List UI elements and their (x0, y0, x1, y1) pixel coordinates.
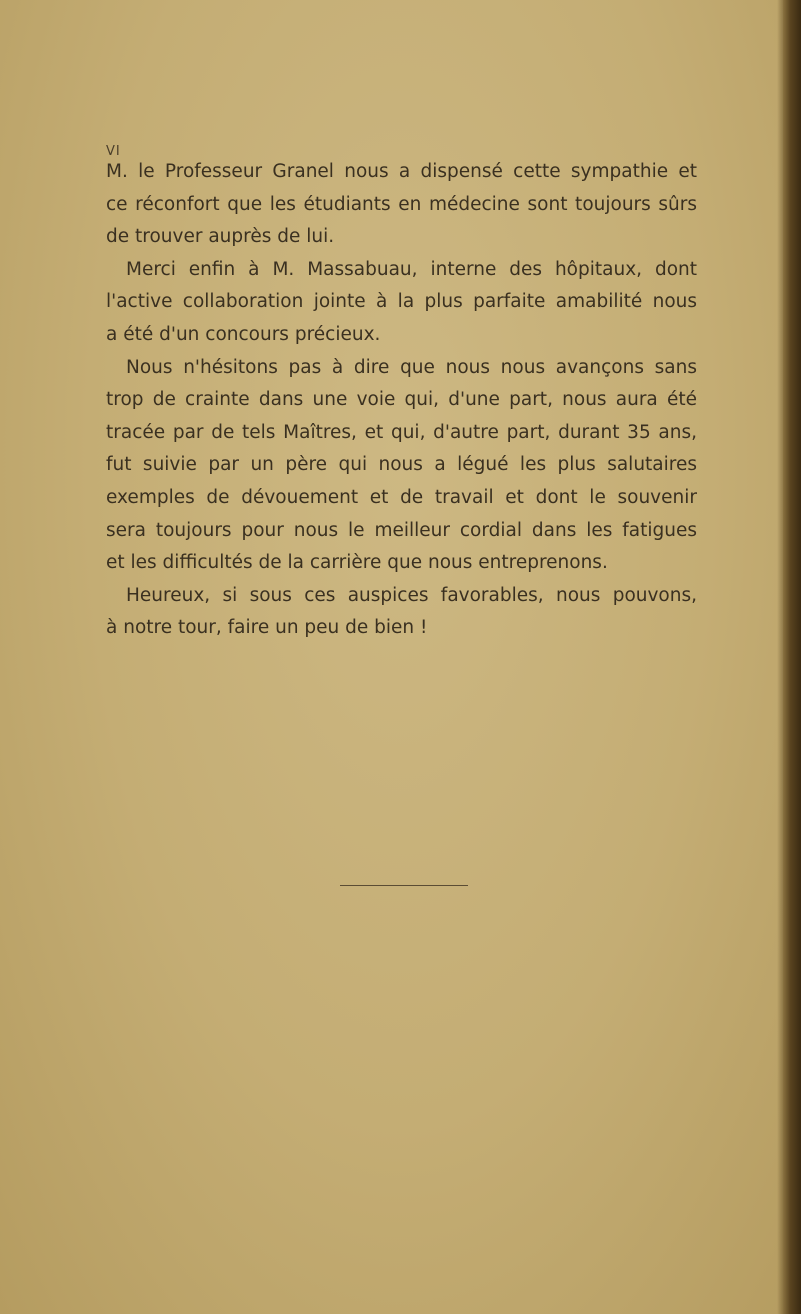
text-line: M. le Professeur Granel nous a dispensé cette sympathie et (106, 161, 697, 182)
text-line: tracée par de tels Maîtres, et qui, d'autre part, durant 35 ans, (106, 421, 697, 443)
text-line: ce réconfort que les étudiants en médecine sont toujours sûrs (106, 193, 697, 215)
text-line: à notre tour, faire un peu de bien ! (106, 617, 428, 639)
body-text (106, 156, 697, 645)
text-line: Heureux, si sous ces auspices favorables, nous pouvons, (126, 584, 697, 606)
text-line: sera toujours pour nous le meilleur cordial dans les fatigues (106, 519, 697, 541)
page-number: VI (106, 144, 121, 159)
text-line: Merci enfin à M. Massabuau, interne des hôpitaux, dont (126, 258, 697, 280)
text-line: Nous n'hésitons pas à dire que nous nous avançons sans (126, 356, 697, 378)
page-edge (783, 0, 801, 1314)
text-line: fut suivie par un père qui nous a légué les plus salutaires (106, 454, 697, 476)
text-line: de trouver auprès de lui. (106, 226, 335, 248)
text-line: et les difficultés de la carrière que nous entreprenons. (106, 552, 608, 574)
text-line: trop de crainte dans une voie qui, d'une part, nous aura été (106, 389, 697, 411)
text-line: a été d'un concours précieux. (106, 323, 381, 345)
page-edge-shadow (777, 0, 783, 1314)
text-line: l'active collaboration jointe à la plus parfaite amabilité nous (106, 291, 697, 313)
closing-rule (340, 885, 468, 886)
text-line: exemples de dévouement et de travail et dont le souvenir (106, 486, 697, 508)
